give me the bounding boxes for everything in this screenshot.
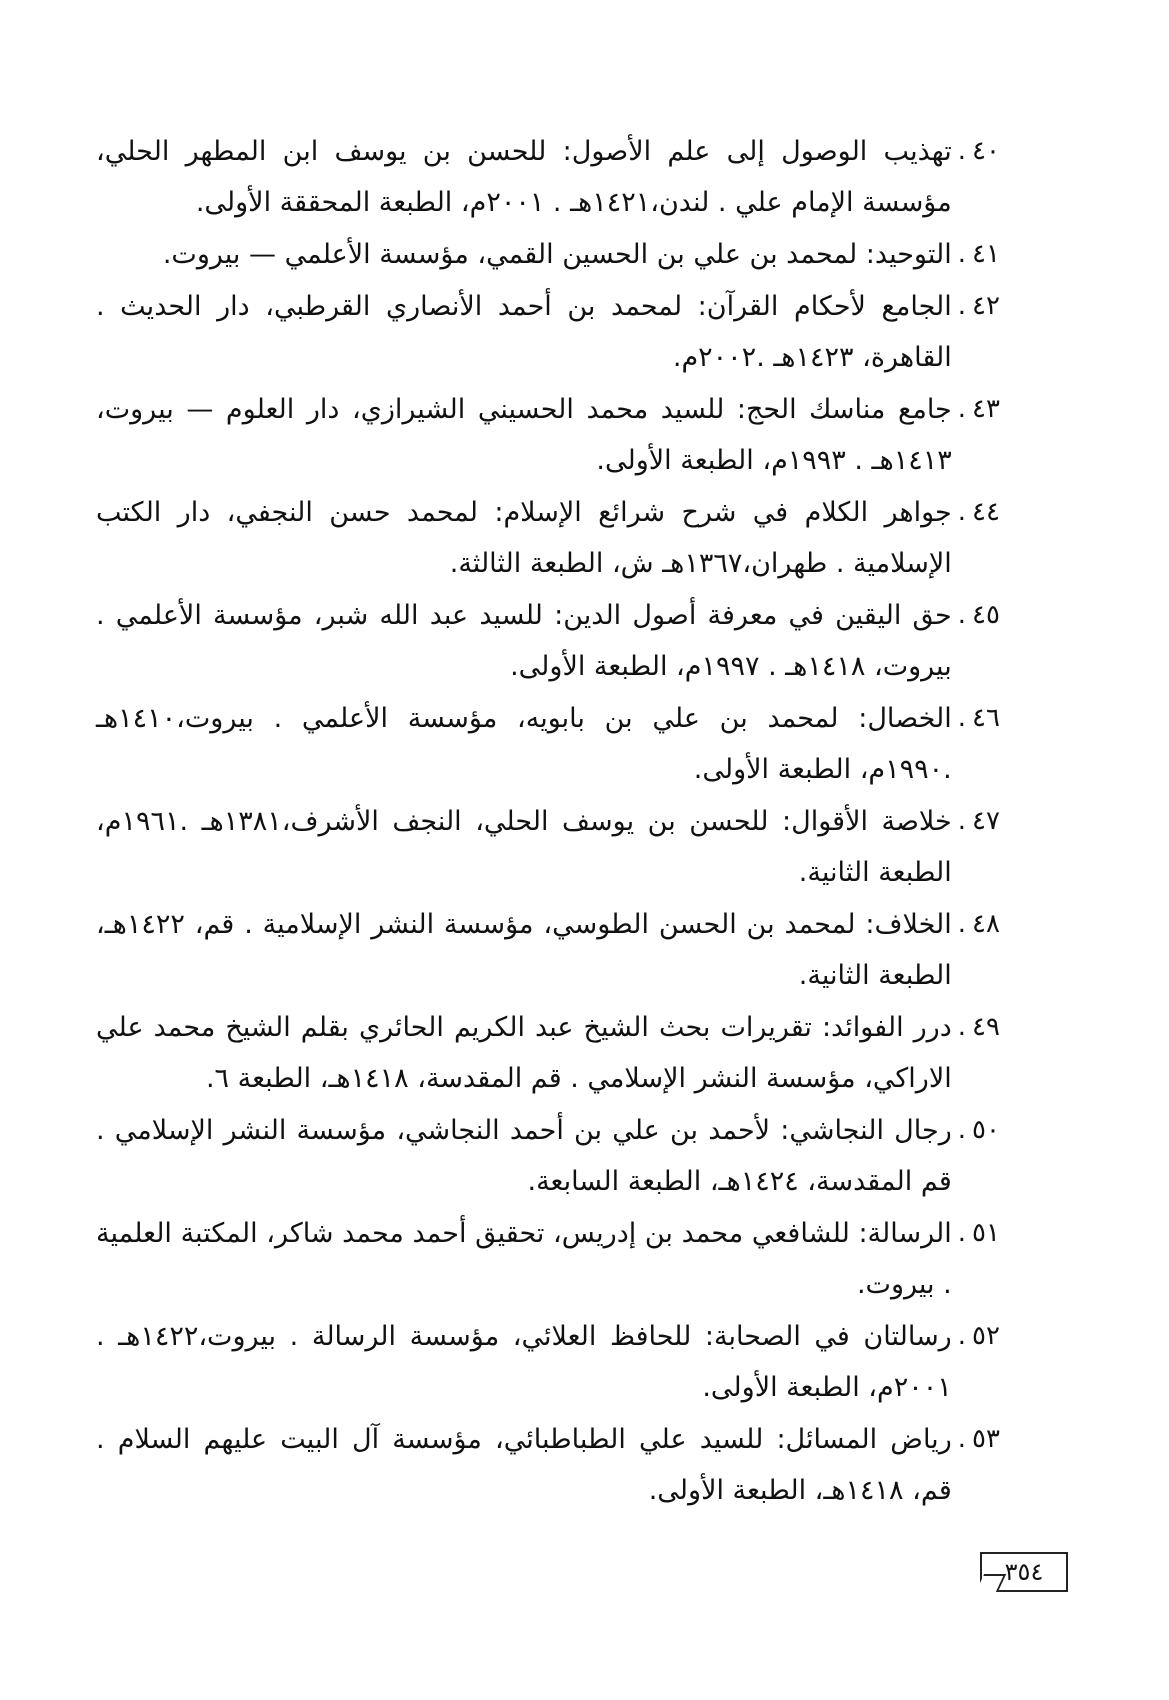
entry-text: الخلاف: لمحمد بن الحسن الطوسي، مؤسسة النشر الإسلامية . قم، ١٤٢٢هـ، الطبعة الثانية. [96, 909, 952, 991]
bibliography-list [96, 126, 1012, 1517]
entry-separator: . [957, 1321, 966, 1351]
entry-separator: . [957, 291, 966, 321]
bibliography-entry [96, 487, 1012, 590]
entry-separator: . [957, 1012, 966, 1042]
entry-number: ٤٥ [972, 600, 1000, 630]
entry-number: ٥٠ [972, 1115, 1000, 1145]
entry-number: ٥٣ [972, 1424, 1000, 1454]
entry-text: الجامع لأحكام القرآن: لمحمد بن أحمد الأنصاري القرطبي، دار الحديث . القاهرة، ١٤٢٣هـ .٢٠٠٢م. [96, 291, 952, 373]
bibliography-entry [96, 899, 1012, 1002]
bibliography-entry [96, 126, 1012, 229]
entry-number: ٤١ [972, 239, 1000, 269]
bibliography-entry [96, 384, 1012, 487]
bibliography-entry [96, 1105, 1012, 1208]
bibliography-entry [96, 1311, 1012, 1414]
bibliography-entry [96, 281, 1012, 384]
entry-separator: . [957, 136, 966, 166]
entry-separator: . [957, 1424, 966, 1454]
bibliography-entry [96, 693, 1012, 796]
entry-number: ٤٢ [972, 291, 1000, 321]
entry-text: جامع مناسك الحج: للسيد محمد الحسيني الشيرازي، دار العلوم — بيروت، ١٤١٣هـ . ١٩٩٣م، الطبعة الأولى. [96, 394, 952, 476]
entry-separator: . [957, 497, 966, 527]
entry-text: الخصال: لمحمد بن علي بن بابويه، مؤسسة الأعلمي . بيروت،١٤١٠هـ .١٩٩٠م، الطبعة الأولى. [96, 703, 952, 785]
entry-text: جواهر الكلام في شرح شرائع الإسلام: لمحمد حسن النجفي، دار الكتب الإسلامية . طهران،١٣٦٧هـ ش، الطبعة الثالثة. [96, 497, 952, 579]
entry-text: رياض المسائل: للسيد علي الطباطبائي، مؤسسة آل البيت عليهم السلام . قم، ١٤١٨هـ، الطبعة الأولى. [96, 1424, 952, 1506]
entry-text: تهذيب الوصول إلى علم الأصول: للحسن بن يوسف ابن المطهر الحلي، مؤسسة الإمام علي . لندن،١٤٢١هـ . ٢٠٠١م، الطبعة المحققة الأولى. [96, 136, 952, 218]
entry-separator: . [957, 806, 966, 836]
entry-text: الرسالة: للشافعي محمد بن إدريس، تحقيق أحمد محمد شاكر، المكتبة العلمية . بيروت. [96, 1218, 952, 1300]
entry-number: ٤٤ [972, 497, 1000, 527]
entry-separator: . [957, 909, 966, 939]
entry-separator: . [957, 1115, 966, 1145]
entry-text: خلاصة الأقوال: للحسن بن يوسف الحلي، النجف الأشرف،١٣٨١هـ .١٩٦١م، الطبعة الثانية. [96, 806, 952, 888]
entry-text: رجال النجاشي: لأحمد بن علي بن أحمد النجاشي، مؤسسة النشر الإسلامي . قم المقدسة، ١٤٢٤هـ، الطبعة السابعة. [96, 1115, 952, 1197]
bibliography-entry [96, 796, 1012, 899]
entry-separator: . [957, 1218, 966, 1248]
entry-number: ٤٣ [972, 394, 1000, 424]
entry-separator: . [957, 600, 966, 630]
entry-text: التوحيد: لمحمد بن علي بن الحسين القمي، مؤسسة الأعلمي — بيروت. [162, 239, 952, 270]
bibliography-entry [96, 1208, 1012, 1311]
entry-text: درر الفوائد: تقريرات بحث الشيخ عبد الكريم الحائري بقلم الشيخ محمد علي الاراكي، مؤسسة النشر الإسلامي . قم المقدسة، ١٤١٨هـ، الطبعة ٦. [96, 1012, 952, 1094]
bibliography-entry [96, 1002, 1012, 1105]
entry-number: ٥١ [972, 1218, 1000, 1248]
entry-number: ٤٨ [972, 909, 1000, 939]
entry-text: حق اليقين في معرفة أصول الدين: للسيد عبد الله شبر، مؤسسة الأعلمي . بيروت، ١٤١٨هـ . ١٩٩٧م، الطبعة الأولى. [96, 600, 952, 682]
bibliography-entry [96, 229, 1012, 281]
entry-number: ٥٢ [972, 1321, 1000, 1351]
entry-number: ٤٦ [972, 703, 1000, 733]
entry-separator: . [957, 394, 966, 424]
page-number: ٣٥٤ [980, 1552, 1068, 1592]
bibliography-entry [96, 590, 1012, 693]
entry-number: ٤٩ [972, 1012, 1000, 1042]
bibliography-entry [96, 1414, 1012, 1517]
entry-separator: . [957, 703, 966, 733]
entry-separator: . [957, 239, 966, 269]
entry-number: ٤٧ [972, 806, 1000, 836]
entry-number: ٤٠ [972, 136, 1000, 166]
entry-text: رسالتان في الصحابة: للحافظ العلائي، مؤسسة الرسالة . بيروت،١٤٢٢هـ . ٢٠٠١م، الطبعة الأولى. [96, 1321, 952, 1403]
